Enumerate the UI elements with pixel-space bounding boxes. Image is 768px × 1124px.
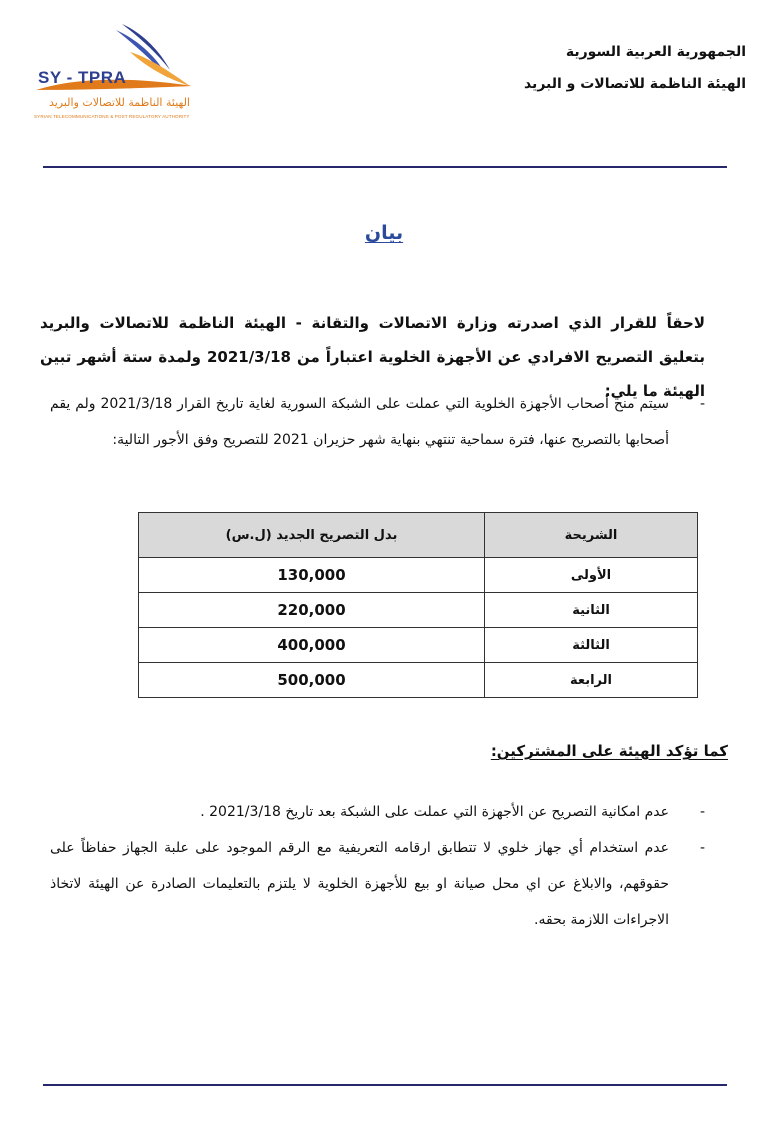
list-item-text: عدم استخدام أي جهاز خلوي لا تتطابق ارقامه التعريفية مع الرقم الموجود على علبة الجهاز حفاظاً على حقوقهم، والابلاغ عن اي محل صيانة او بيع للأجهزة الخلوية لا يلتزم بالتعليمات الصادرة عن الهيئة لاتخاذ الاجراءات اللازمة بحقه. — [50, 840, 669, 928]
column-header-category: الشريحة — [485, 513, 698, 558]
list-item-text: عدم امكانية التصريح عن الأجهزة التي عملت على الشبكة بعد تاريخ 2021/3/18 . — [200, 804, 669, 820]
fee-cell: 220,000 — [139, 593, 485, 628]
fee-cell: 400,000 — [139, 628, 485, 663]
logo-english-name: SYRIAN TELECOMMUNICATIONS & POST REGULATORY AUTHORITY — [34, 114, 190, 119]
category-cell: الرابعة — [485, 663, 698, 698]
country-name: الجمهورية العربية السورية — [565, 44, 746, 60]
logo-arabic-name: الهيئة الناظمة للاتصالات والبريد — [48, 96, 190, 109]
bullet-dash: - — [699, 396, 705, 412]
organization-logo — [30, 18, 200, 128]
fee-cell: 130,000 — [139, 558, 485, 593]
page-title: بيان — [364, 222, 404, 244]
letterhead — [524, 36, 746, 100]
table-header-row — [139, 513, 698, 558]
fee-cell: 500,000 — [139, 663, 485, 698]
table-row — [139, 558, 698, 593]
subscribers-subheading: كما تؤكد الهيئة على المشتركين: — [490, 742, 728, 760]
footer-divider — [43, 1084, 727, 1086]
category-cell: الأولى — [485, 558, 698, 593]
category-cell: الثالثة — [485, 628, 698, 663]
list-item-grace-period — [50, 386, 705, 458]
table-row — [139, 628, 698, 663]
list-item-no-declaration — [50, 794, 705, 830]
table-row — [139, 593, 698, 628]
intro-paragraph: لاحقاً للقرار الذي اصدرته وزارة الاتصالات والتقانة - الهيئة الناظمة للاتصالات والبريد بتعليق التصريح الافرادي عن الأجهزة الخلوية اعتباراً من 2021/3/18 ولمدة ستة أشهر تبين الهيئة ما يلي: — [40, 314, 705, 400]
bullet-dash: - — [699, 804, 705, 820]
logo-title: SY - TPRA — [38, 68, 127, 87]
authority-name: الهيئة الناظمة للاتصالات و البريد — [523, 76, 746, 92]
header-divider — [43, 166, 727, 168]
page-title-wrap — [0, 222, 768, 244]
list-item-text: سيتم منح أصحاب الأجهزة الخلوية التي عملت على الشبكة السورية لغاية تاريخ القرار 2021/3/18 ولم يقم أصحابها بالتصريح عنها، فترة سماحية تنتهي بنهاية شهر حزيران 2021 للتصريح وفق الأجور التالية: — [50, 396, 669, 448]
category-cell: الثانية — [485, 593, 698, 628]
table-row — [139, 663, 698, 698]
list-item-imei-warning — [50, 830, 705, 938]
bullet-dash: - — [699, 840, 705, 856]
column-header-fee: بدل التصريح الجديد (ل.س) — [139, 513, 485, 558]
fees-table — [138, 512, 698, 698]
